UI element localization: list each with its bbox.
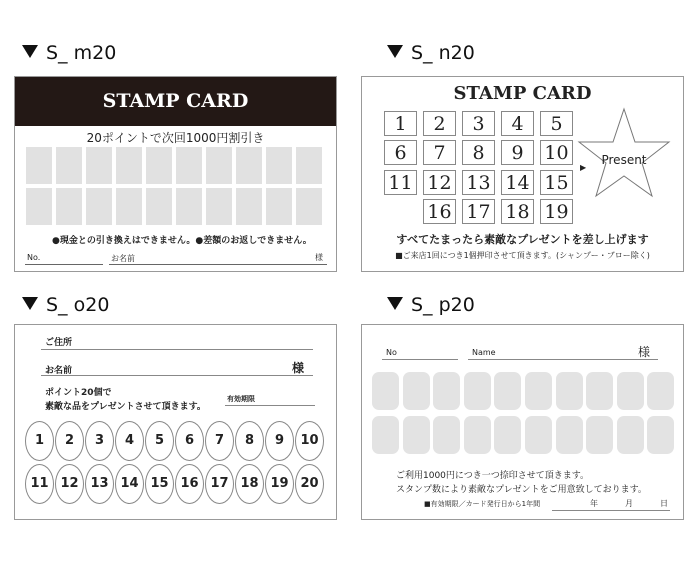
stamp-oval: 13 (85, 464, 114, 504)
stamp-number-box: 4 (501, 111, 534, 136)
address-label: ご住所 (45, 338, 73, 348)
stamp-oval: 4 (115, 421, 144, 461)
label-p20: S_ p20 (387, 294, 475, 316)
stamp-oval: 6 (175, 421, 204, 461)
stamp-cell (236, 188, 262, 225)
stamp-number-box: 13 (462, 170, 495, 195)
present-message: すべてたまったら素敵なプレゼントを差し上げます (396, 233, 649, 246)
stamp-oval: 8 (235, 421, 264, 461)
stamp-cell (26, 188, 52, 225)
stamp-number-box: 8 (462, 140, 495, 165)
triangle-down-icon (387, 45, 403, 58)
stamp-number-box: 6 (384, 140, 417, 165)
stamp-cell (296, 188, 322, 225)
stamp-number-box: 15 (540, 170, 573, 195)
stamp-oval: 15 (145, 464, 174, 504)
name-label: お名前 (45, 366, 73, 376)
stamp-cell (403, 372, 430, 410)
stamp-number-box: 17 (462, 199, 495, 224)
stamp-oval: 1 (25, 421, 54, 461)
stamp-cell (464, 372, 491, 410)
sama-label: 様 (315, 253, 323, 262)
year-label: 年 (590, 499, 598, 508)
stamp-cell (586, 416, 613, 454)
stamp-cell (296, 147, 322, 184)
card-subtitle: 20ポイントで次回1000円割引き (86, 131, 265, 145)
stamp-number-box: 9 (501, 140, 534, 165)
label-n20: S_ n20 (387, 42, 475, 64)
label-m20: S_ m20 (22, 42, 116, 64)
no-line (25, 264, 103, 265)
stamp-cell (176, 188, 202, 225)
stamp-cell (433, 416, 460, 454)
stamp-cell (266, 188, 292, 225)
stamp-number-box: 7 (423, 140, 456, 165)
stamp-cell (647, 416, 674, 454)
name-line (468, 359, 658, 360)
date-line (552, 510, 670, 511)
address-line (41, 349, 313, 350)
stamp-cell (56, 188, 82, 225)
triangle-down-icon (22, 45, 38, 58)
stamp-oval: 16 (175, 464, 204, 504)
stamp-oval: 3 (85, 421, 114, 461)
stamp-cell (433, 372, 460, 410)
stamp-oval: 11 (25, 464, 54, 504)
stamp-cell (464, 416, 491, 454)
name-label: Name (472, 348, 496, 357)
stamp-cell (176, 147, 202, 184)
card-title: STAMP CARD (15, 77, 336, 126)
stamp-cell (372, 416, 399, 454)
star-label: Present (601, 153, 647, 167)
stamp-oval: 14 (115, 464, 144, 504)
stamp-cell (525, 416, 552, 454)
points-line-2: 素敵な品をプレゼントさせて頂きます。 (45, 402, 206, 412)
month-label: 月 (625, 499, 633, 508)
stamp-number-box: 19 (540, 199, 573, 224)
message-line-1: ご利用1000円につき一つ捺印させて頂きます。 (396, 471, 590, 481)
sama-label: 様 (638, 345, 651, 359)
stamp-oval: 10 (295, 421, 324, 461)
stamp-cell (617, 416, 644, 454)
no-label: No. (27, 253, 41, 262)
stamp-cell (494, 372, 521, 410)
stamp-number-box: 3 (462, 111, 495, 136)
stamp-number-box: 18 (501, 199, 534, 224)
stamp-number-box: 11 (384, 170, 417, 195)
stamp-oval: 7 (205, 421, 234, 461)
stamp-cell (86, 147, 112, 184)
card-n20 (361, 76, 684, 272)
stamp-oval: 5 (145, 421, 174, 461)
stamp-oval: 12 (55, 464, 84, 504)
name-line (109, 264, 327, 265)
triangle-down-icon (22, 297, 38, 310)
name-line (41, 375, 313, 376)
stamp-cell (116, 188, 142, 225)
stamp-number-box: 16 (423, 199, 456, 224)
stamp-cell (647, 372, 674, 410)
card-note: ●現金との引き換えはできません。●差額のお返しできません。 (52, 236, 312, 246)
stamp-cell (403, 416, 430, 454)
name-label: お名前 (111, 254, 135, 263)
expiry-label: 有効期限 (227, 395, 255, 403)
stamp-number-box: 10 (540, 140, 573, 165)
stamp-oval: 17 (205, 464, 234, 504)
stamp-cell (372, 372, 399, 410)
stamp-oval: 18 (235, 464, 264, 504)
stamp-oval: 20 (295, 464, 324, 504)
stamp-number-box: 2 (423, 111, 456, 136)
stamp-number-box: 5 (540, 111, 573, 136)
message-line-2: スタンプ数により素敵なプレゼントをご用意致しております。 (396, 485, 647, 495)
points-line-1: ポイント20個で (45, 388, 112, 398)
label-o20: S_ o20 (22, 294, 109, 316)
stamp-cell (56, 147, 82, 184)
stamp-cell (494, 416, 521, 454)
stamp-number-box: 1 (384, 111, 417, 136)
card-o20 (14, 324, 337, 520)
stamp-cell (556, 416, 583, 454)
expiry-note: ■有効期限／カード発行日から1年間 (424, 500, 541, 508)
stamp-cell (556, 372, 583, 410)
stamp-cell (146, 188, 172, 225)
card-title: STAMP CARD (453, 83, 592, 104)
stamp-cell (525, 372, 552, 410)
card-note: ■ご来店1回につき1個押印させて頂きます。(シャンプー・ブロー除く) (395, 251, 650, 260)
stamp-oval: 19 (265, 464, 294, 504)
triangle-down-icon (387, 297, 403, 310)
expiry-line (225, 405, 315, 406)
stamp-cell (26, 147, 52, 184)
stamp-cell (236, 147, 262, 184)
stamp-cell (146, 147, 172, 184)
stamp-cell (116, 147, 142, 184)
arrow-right-icon: ▶ (580, 163, 587, 172)
stamp-cell (617, 372, 644, 410)
stamp-cell (206, 147, 232, 184)
stamp-number-box: 12 (423, 170, 456, 195)
no-line (382, 359, 458, 360)
sama-label: 様 (292, 361, 305, 375)
stamp-cell (86, 188, 112, 225)
stamp-oval: 2 (55, 421, 84, 461)
stamp-cell (586, 372, 613, 410)
stamp-oval: 9 (265, 421, 294, 461)
card-p20 (361, 324, 684, 520)
stamp-number-box: 14 (501, 170, 534, 195)
no-label: No (386, 348, 397, 357)
day-label: 日 (660, 499, 668, 508)
stamp-cell (206, 188, 232, 225)
card-m20 (14, 76, 337, 272)
stamp-cell (266, 147, 292, 184)
